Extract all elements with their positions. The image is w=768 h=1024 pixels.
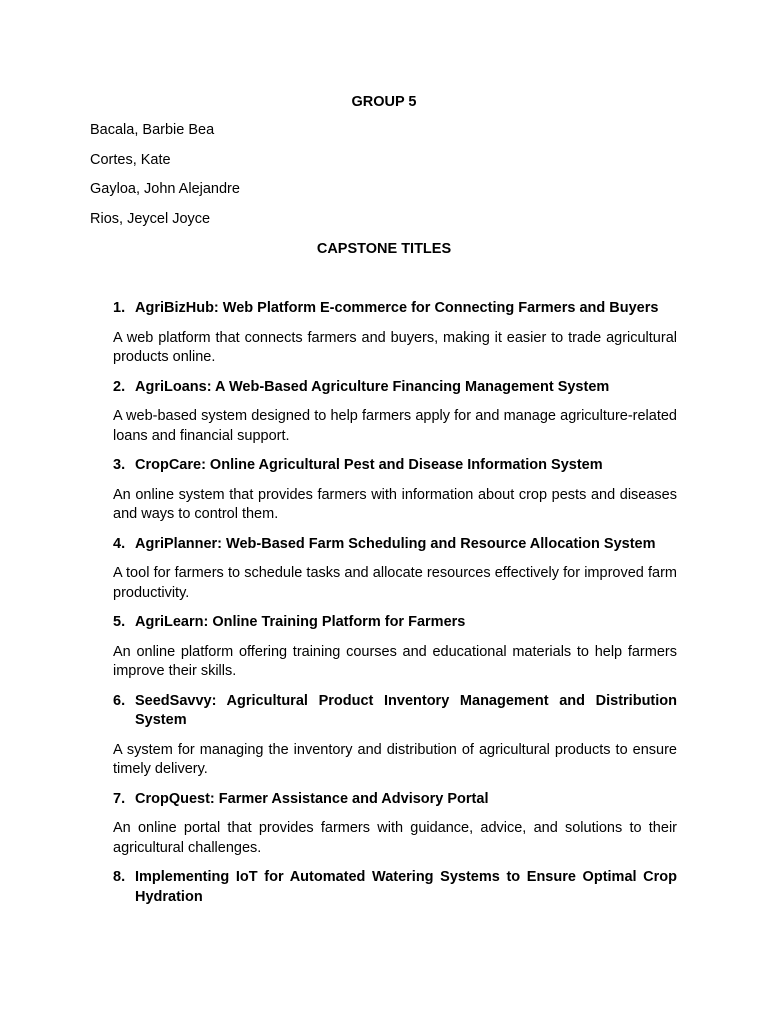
item-description: A web-based system designed to help farmers apply for and manage agriculture-related loans and financial support.: [113, 408, 677, 444]
list-item: [113, 456, 677, 525]
list-item: [113, 868, 677, 907]
member-name: Cortes, Kate: [90, 151, 171, 168]
item-heading: [113, 535, 677, 555]
list-item: [113, 790, 677, 859]
item-description: A web platform that connects farmers and buyers, making it easier to trade agricultural products online.: [113, 329, 677, 365]
item-description: An online system that provides farmers with information about crop pests and diseases and ways to control them.: [113, 486, 677, 522]
item-number: 2.: [113, 378, 126, 395]
item-number: 3.: [113, 457, 126, 473]
item-heading: [113, 613, 677, 633]
item-title: CropQuest: Farmer Assistance and Advisory Portal: [135, 790, 489, 807]
member-name: Bacala, Barbie Bea: [90, 122, 215, 138]
item-description: A tool for farmers to schedule tasks and allocate resources effectively for improved farm productivity.: [113, 565, 677, 601]
group-title: GROUP 5: [351, 94, 417, 110]
list-item: [113, 378, 677, 447]
item-heading: [113, 456, 677, 476]
item-number: 1.: [113, 300, 126, 316]
item-heading: [113, 790, 677, 810]
item-number: 4.: [113, 535, 126, 552]
member-name: Rios, Jeycel Joyce: [90, 210, 211, 227]
item-title: SeedSavvy: Agricultural Product Inventory Management and Distribution System: [135, 692, 677, 728]
item-description: A system for managing the inventory and distribution of agricultural products to ensure timely delivery.: [113, 741, 677, 777]
item-number: 6.: [113, 692, 126, 709]
member-list: [90, 121, 240, 239]
item-description: An online platform offering training courses and educational materials to help farmers improve their skills.: [113, 643, 677, 679]
item-title: AgriBizHub: Web Platform E-commerce for Connecting Farmers and Buyers: [135, 300, 659, 316]
list-item: [113, 692, 677, 780]
item-heading: [113, 299, 677, 319]
item-title: AgriLoans: A Web-Based Agriculture Financing Management System: [135, 378, 610, 395]
item-title: CropCare: Online Agricultural Pest and Disease Information System: [135, 457, 603, 473]
list-item: [113, 613, 677, 682]
capstone-title-list: [113, 299, 677, 907]
item-title: AgriLearn: Online Training Platform for Farmers: [135, 614, 466, 630]
member-name: Gayloa, John Alejandre: [90, 181, 240, 198]
item-heading: [113, 868, 677, 907]
item-heading: [113, 692, 677, 731]
item-description: An online portal that provides farmers with guidance, advice, and solutions to their agricultural challenges.: [113, 820, 677, 856]
item-number: 5.: [113, 614, 126, 630]
section-title: CAPSTONE TITLES: [316, 241, 452, 257]
item-heading: [113, 378, 677, 398]
list-item: [113, 535, 677, 604]
item-number: 8.: [113, 869, 126, 885]
item-title: Implementing IoT for Automated Watering Systems to Ensure Optimal Crop Hydration: [135, 869, 677, 905]
item-title: AgriPlanner: Web-Based Farm Scheduling and Resource Allocation System: [135, 535, 656, 552]
list-item: [113, 299, 677, 368]
item-number: 7.: [113, 790, 126, 807]
